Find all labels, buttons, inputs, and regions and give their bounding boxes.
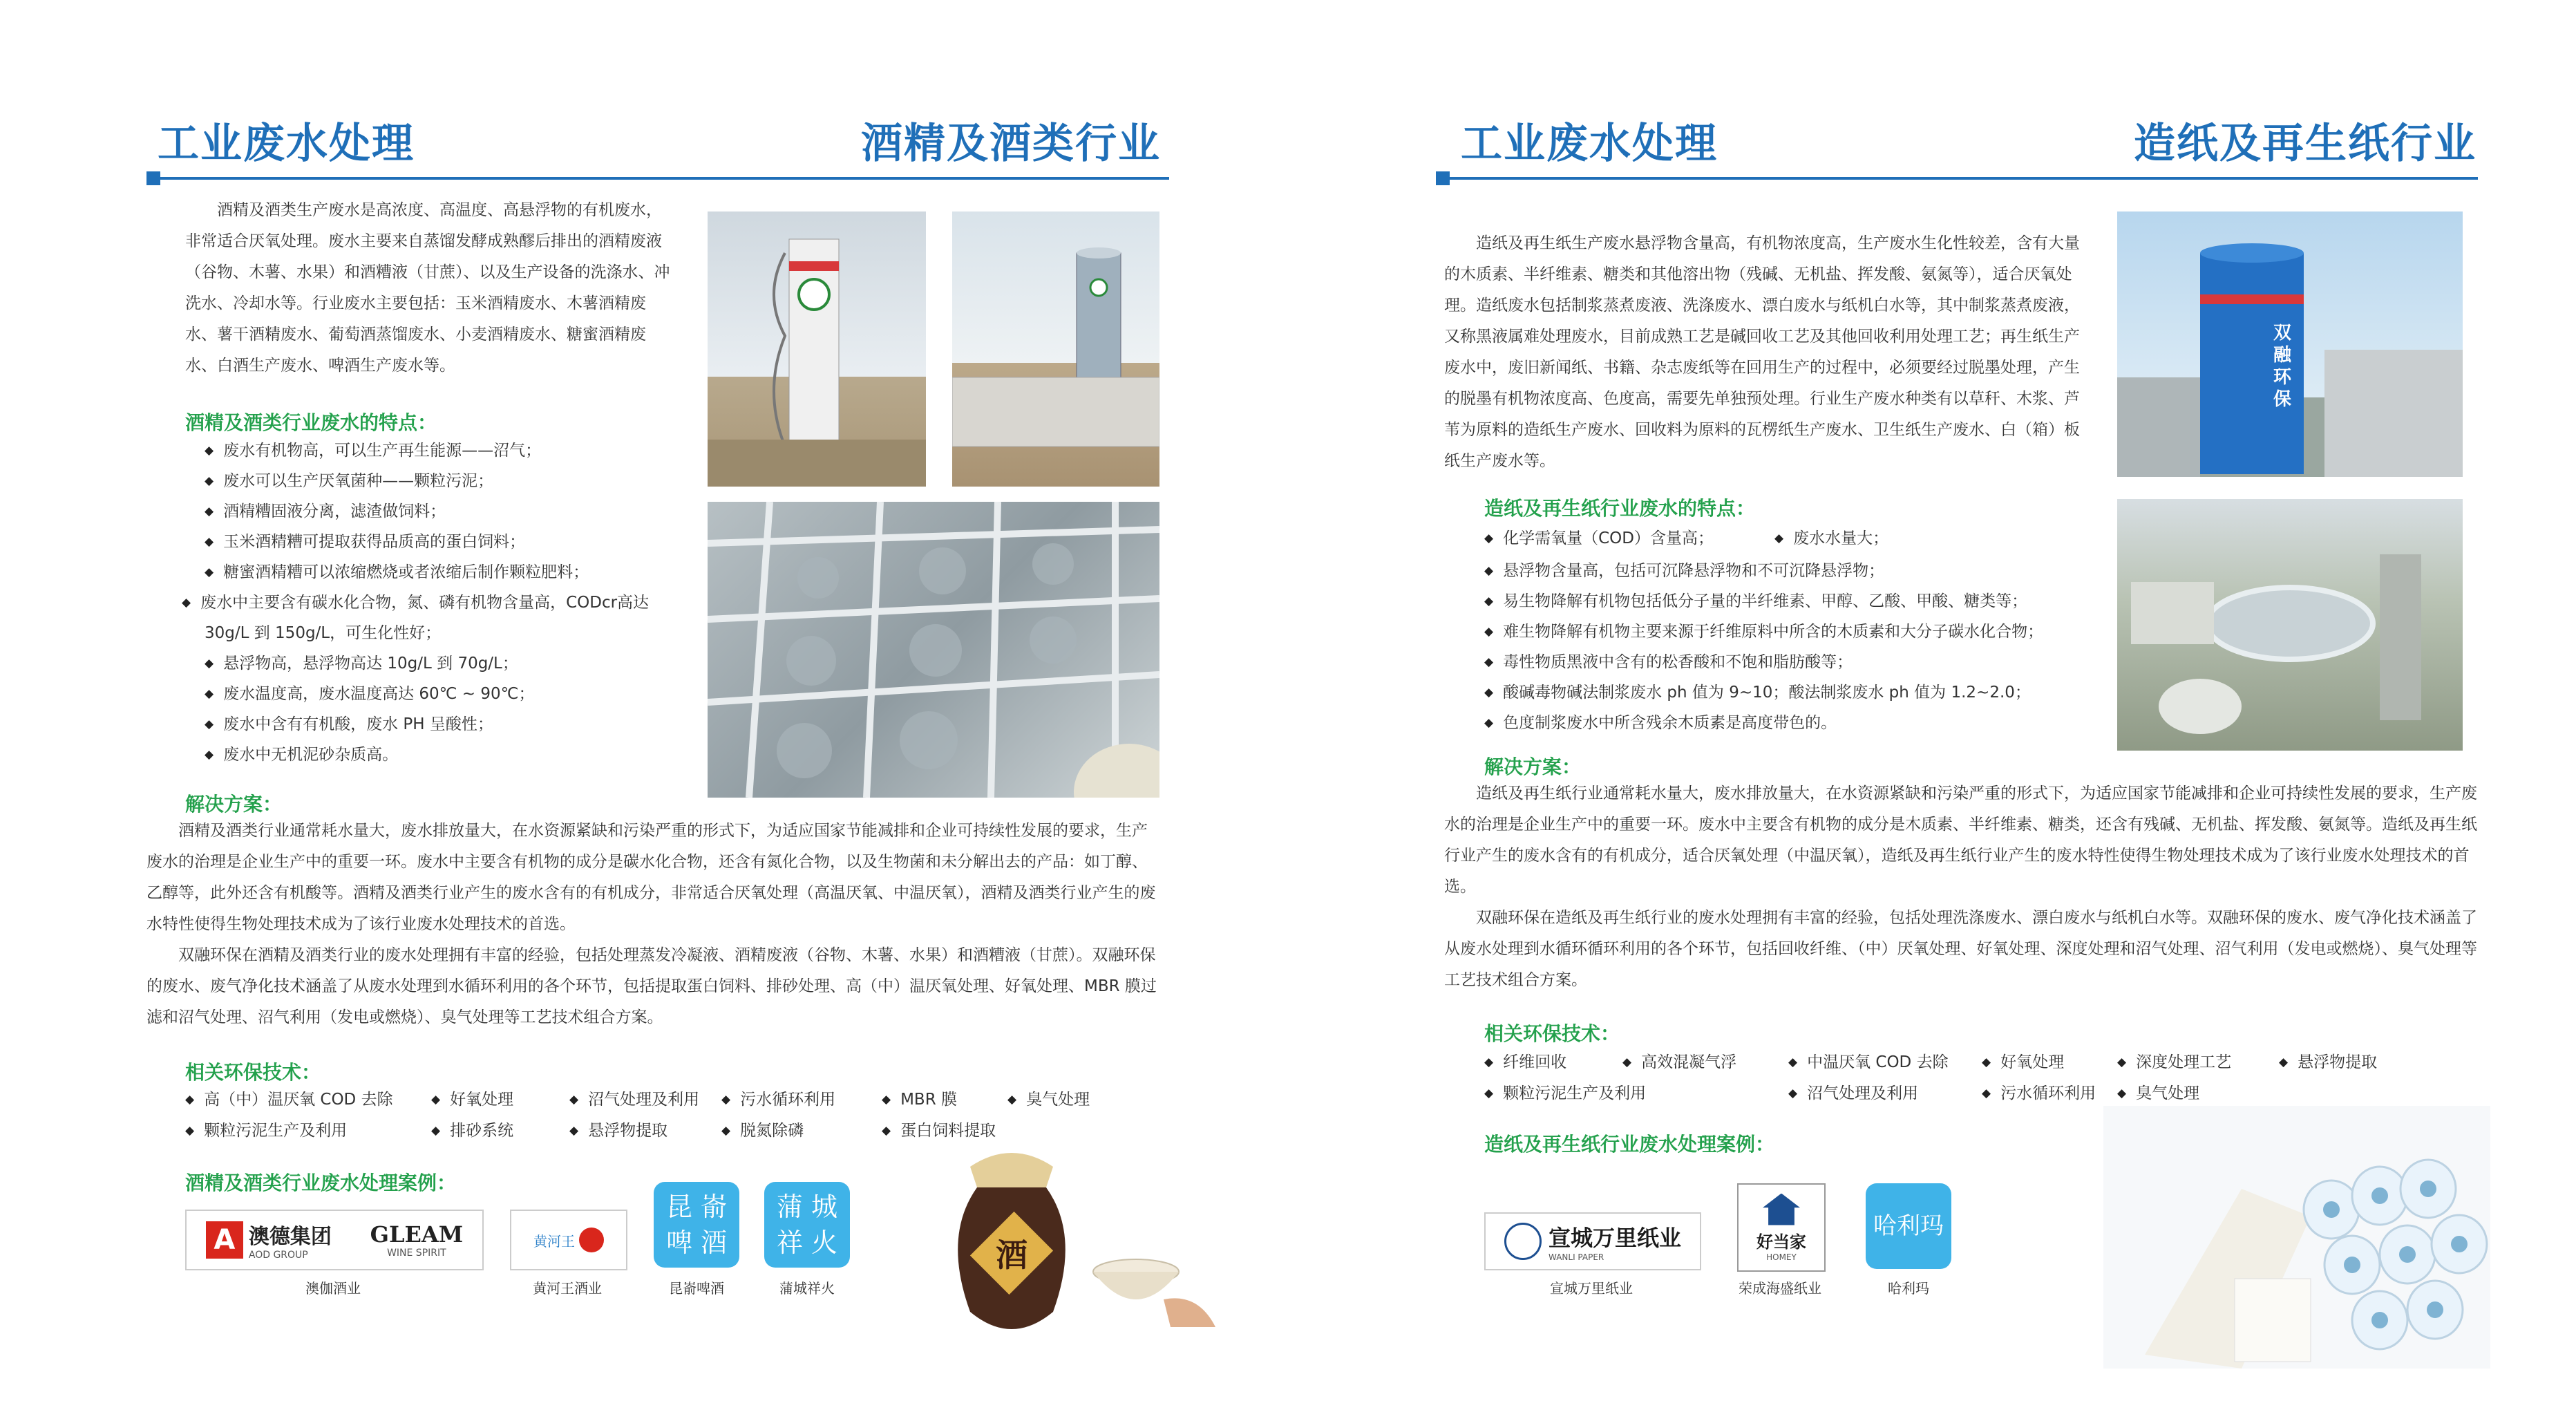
tech-item: ◆ 污水循环利用 — [1982, 1080, 2096, 1103]
page-title: 工业废水处理 — [158, 120, 415, 168]
tech-item: ◆ 好氧处理 — [431, 1087, 513, 1109]
tech-list — [1484, 1049, 2396, 1111]
list-item: ◆ 废水水量大； — [1774, 525, 1888, 548]
list-item: ◆ 化学需氧量（COD）含量高； — [1484, 525, 1714, 548]
seal-icon — [579, 1228, 604, 1252]
intro-paragraph: 酒精及酒类生产废水是高浓度、高温度、高悬浮物的有机废水，非常适合厌氧处理。废水主要来自蒸馏发酵成熟醪后排出的酒精废液（谷物、木薯、水果）和酒糟液（甘蔗）、以及生产设备的洗涤水、冲洗水、冷却水等。行业废水主要包括：玉米酒精废水、木薯酒精废水、薯干酒精废水、葡萄酒蒸馏废水、小麦酒精废水、糖蜜酒精废水、白酒生产废水、啤酒生产废水等。 — [185, 201, 670, 375]
tech-item: ◆ 悬浮物提取 — [569, 1118, 667, 1140]
solution-heading: 解决方案： — [185, 793, 283, 816]
tech-item: ◆ 中温厌氧 COD 去除 — [1788, 1049, 1949, 1072]
features-row — [1484, 525, 2106, 556]
tech-item: ◆ 污水循环利用 — [721, 1087, 835, 1109]
tech-item: ◆ MBR 膜 — [882, 1087, 957, 1109]
clarifier-photo — [2117, 499, 2463, 751]
kunyu-beer-logo: 昆 嵛 啤 酒 — [654, 1182, 739, 1268]
tech-item: ◆ 排砂系统 — [431, 1118, 513, 1140]
list-item: ◆ 废水温度高，废水温度高达 60℃ ~ 90℃； — [205, 679, 688, 709]
tech-item: ◆ 好氧处理 — [1982, 1049, 2064, 1072]
solution-paragraph-1: 造纸及再生纸行业通常耗水量大，废水排放量大，在水资源紧缺和污染严重的形式下，为适应国家节能减排和企业可持续性发展的要求，生产废水的治理是企业生产中的重要一环。废水中主要含有机物的成分是木质素、半纤维素、糖类，还含有残碱、无机盐、挥发酸、氨氮等。造纸及再生纸行业产生的废水含有的有机成分，适合厌氧处理（中温厌氧），造纸及再生纸行业产生的废水特性使得生物处理技术成为了该行业废水处理技术的首选。 — [1444, 784, 2477, 896]
aod-logo-text: 澳德集团 — [248, 1225, 332, 1249]
wanli-logo-icon — [1504, 1223, 1542, 1260]
homey-logo-text: 好当家 — [1756, 1232, 1806, 1252]
list-item: ◆ 悬浮物含量高，包括可沉降悬浮物和不可沉降悬浮物； — [1484, 556, 2106, 586]
tech-item: ◆ 沼气处理及利用 — [569, 1087, 699, 1109]
page-subtitle: 造纸及再生纸行业 — [2134, 120, 2476, 168]
list-item: ◆ 糖蜜酒精糟可以浓缩燃烧或者浓缩后制作颗粒肥料； — [205, 557, 688, 587]
tech-heading: 相关环保技术： — [1484, 1022, 1620, 1045]
case-caption: 荣成海盛纸业 — [1739, 1280, 1821, 1297]
list-item: ◆ 酸碱毒物碱法制浆废水 ph 值为 9~10；酸法制浆废水 ph 值为 1.2~2.0； — [1484, 677, 2106, 708]
list-item: ◆ 废水有机物高，可以生产再生能源——沼气； — [205, 435, 688, 466]
features-list — [1484, 556, 2106, 738]
list-item: ◆ 色度制浆废水中所含残余木质素是高度带色的。 — [1484, 708, 2106, 738]
tech-item: ◆ 颗粒污泥生产及利用 — [185, 1118, 347, 1140]
aeration-tank-photo — [708, 502, 1159, 798]
paper-rolls-image — [2103, 1106, 2490, 1369]
case-caption: 黄河王酒业 — [533, 1280, 602, 1297]
list-item: ◆ 玉米酒精糟可提取获得品质高的蛋白饲料； — [205, 527, 688, 557]
case-caption: 宣城万里纸业 — [1550, 1280, 1633, 1297]
right-page — [1288, 0, 2576, 1401]
tower-photo — [708, 211, 926, 487]
tech-item: ◆ 臭气处理 — [1007, 1087, 1090, 1109]
case-caption: 澳伽酒业 — [305, 1280, 361, 1297]
list-item: ◆ 废水中含有有机酸，废水 PH 呈酸性； — [205, 709, 688, 740]
solution-paragraph-2: 双融环保在酒精及酒类行业的废水处理拥有丰富的经验，包括处理蒸发冷凝液、酒精废液（谷物、木薯、水果）和酒糟液（甘蔗）。双融环保的废水、废气净化技术涵盖了从废水处理到水循环利用的各个环节，包括提取蛋白饲料、排砂处理、高（中）温厌氧处理、好氧处理、MBR 膜过滤和沼气处理、沼气利用（发电或燃烧）、臭气处理等工艺技术组合方案。 — [146, 946, 1157, 1026]
tank-label: 双融环保 — [2273, 323, 2292, 410]
title-rule-marker — [146, 171, 160, 185]
huanghewang-logo — [510, 1210, 627, 1270]
tech-item: ◆ 沼气处理及利用 — [1788, 1080, 1918, 1103]
gleam-logo-text: GLEAM — [370, 1221, 464, 1248]
halima-logo: 哈利玛 — [1866, 1183, 1951, 1269]
cases-heading: 酒精及酒类行业废水处理案例： — [185, 1172, 457, 1194]
tech-item: ◆ 蛋白饲料提取 — [882, 1118, 996, 1140]
house-icon — [1763, 1194, 1800, 1225]
list-item: ◆ 废水可以生产厌氧菌种——颗粒污泥； — [205, 466, 688, 496]
features-list — [200, 435, 688, 770]
list-item: ◆ 易生物降解有机物包括低分子量的半纤维素、甲醇、乙酸、甲酸、糖类等； — [1484, 586, 2106, 617]
case-caption: 哈利玛 — [1888, 1280, 1929, 1297]
page-subtitle: 酒精及酒类行业 — [861, 120, 1161, 168]
title-rule — [153, 177, 1169, 180]
wine-jar-label: 酒 — [996, 1237, 1027, 1274]
case-caption: 昆嵛啤酒 — [669, 1280, 724, 1297]
features-heading: 酒精及酒类行业废水的特点： — [185, 411, 437, 434]
tech-item: ◆ 悬浮物提取 — [2279, 1049, 2377, 1072]
tech-item: ◆ 臭气处理 — [2117, 1080, 2199, 1103]
features-heading: 造纸及再生纸行业废水的特点： — [1484, 497, 1756, 520]
list-item: ◆ 酒精糟固液分离，滤渣做饲料； — [205, 496, 688, 527]
list-item: ◆ 毒性物质黑液中含有的松香酸和不饱和脂肪酸等； — [1484, 647, 2106, 677]
title-rule-marker — [1436, 171, 1450, 185]
tech-item: ◆ 高效混凝气浮 — [1622, 1049, 1736, 1072]
list-item: ◆ 废水中主要含有碳水化合物，氮、磷有机物含量高，CODcr高达 30g/L 到 150g/L，可生化性好； — [182, 587, 688, 648]
wanli-logo-subtext: WANLI PAPER — [1548, 1252, 1604, 1262]
steel-tank-photo — [952, 211, 1159, 487]
list-item: ◆ 难生物降解有机物主要来源于纤维原料中所含的木质素和大分子碳水化合物； — [1484, 617, 2106, 647]
wine-jar-image — [943, 1139, 1081, 1339]
solution-paragraph-1: 酒精及酒类行业通常耗水量大，废水排放量大，在水资源紧缺和污染严重的形式下，为适应国家节能减排和企业可持续性发展的要求，生产废水的治理是企业生产中的重要一环。废水中主要含有机物的成分是碳水化合物，还含有氮化合物，以及生物菌和未分解出去的产品：如丁醇、乙醇等，此外还含有机酸等。酒精及酒类行业产生的废水含有的有机成分，非常适合厌氧处理（高温厌氧、中温厌氧），酒精及酒类行业产生的废水特性使得生物处理技术成为了该行业废水处理技术的首选。 — [146, 822, 1156, 933]
list-item: ◆ 废水中无机泥砂杂质高。 — [205, 740, 688, 770]
huanghewang-logo-text: 黄河王 — [533, 1232, 575, 1250]
tech-item: ◆ 纤维回收 — [1484, 1049, 1566, 1072]
aod-logo-subtext: AOD GROUP — [248, 1250, 308, 1261]
homey-logo — [1737, 1183, 1826, 1272]
homey-logo-subtext: HOMEY — [1766, 1252, 1797, 1262]
tech-heading: 相关环保技术： — [185, 1061, 321, 1084]
wanli-paper-logo — [1484, 1212, 1701, 1270]
wanli-logo-text: 宣城万里纸业 — [1548, 1225, 1681, 1251]
intro-paragraph: 造纸及再生纸生产废水悬浮物含量高，有机物浓度高，生产废水生化性较差，含有大量的木质素、半纤维素、糖类和其他溶出物（残碱、无机盐、挥发酸、氨氮等），适合厌氧处理。造纸废水包括制浆蒸煮废液、洗涤废水、漂白废水与纸机白水等，其中制浆蒸煮废液，又称黑液属难处理废水，目前成熟工艺是碱回收工艺及其他回收利用处理工艺；再生纸生产废水中，废旧新闻纸、书籍、杂志废纸等在回用生产的过程中，必须要经过脱墨处理，产生的脱墨有机物浓度高、色度高，需要先单独预处理。行业生产废水种类有以草秆、木浆、芦苇为原料的造纸生产废水、回收料为原料的瓦楞纸生产废水、卫生纸生产废水、白（箱）板纸生产废水等。 — [1444, 234, 2080, 470]
solution-heading: 解决方案： — [1484, 755, 1582, 778]
page-title: 工业废水处理 — [1461, 120, 1718, 168]
tech-item: ◆ 高（中）温厌氧 COD 去除 — [185, 1087, 393, 1109]
wine-cup-image — [1088, 1251, 1219, 1334]
paper-mill-tank-photo — [2117, 211, 2463, 477]
aod-gleam-logo — [185, 1210, 484, 1270]
aod-logo-icon: A — [206, 1221, 243, 1259]
tech-item: ◆ 脱氮除磷 — [721, 1118, 804, 1140]
tech-item: ◆ 深度处理工艺 — [2117, 1049, 2231, 1072]
solution-paragraph-2: 双融环保在造纸及再生纸行业的废水处理拥有丰富的经验，包括处理洗涤废水、漂白废水与纸机白水等。双融环保的废水、废气净化技术涵盖了从废水处理到水循环循环利用的各个环节，包括回收纤维、（中）厌氧处理、好氧处理、深度处理和沼气处理、沼气利用（发电或燃烧）、臭气处理等工艺技术组合方案。 — [1444, 909, 2477, 989]
pucheng-xianghuo-logo: 蒲 城 祥 火 — [764, 1182, 850, 1268]
case-caption: 蒲城祥火 — [779, 1280, 835, 1297]
cases-heading: 造纸及再生纸行业废水处理案例： — [1484, 1133, 1775, 1156]
tech-item: ◆ 颗粒污泥生产及利用 — [1484, 1080, 1646, 1103]
title-rule — [1444, 177, 2478, 180]
gleam-logo-subtext: WINE SPIRIT — [387, 1248, 446, 1259]
list-item: ◆ 悬浮物高，悬浮物高达 10g/L 到 70g/L； — [205, 648, 688, 679]
